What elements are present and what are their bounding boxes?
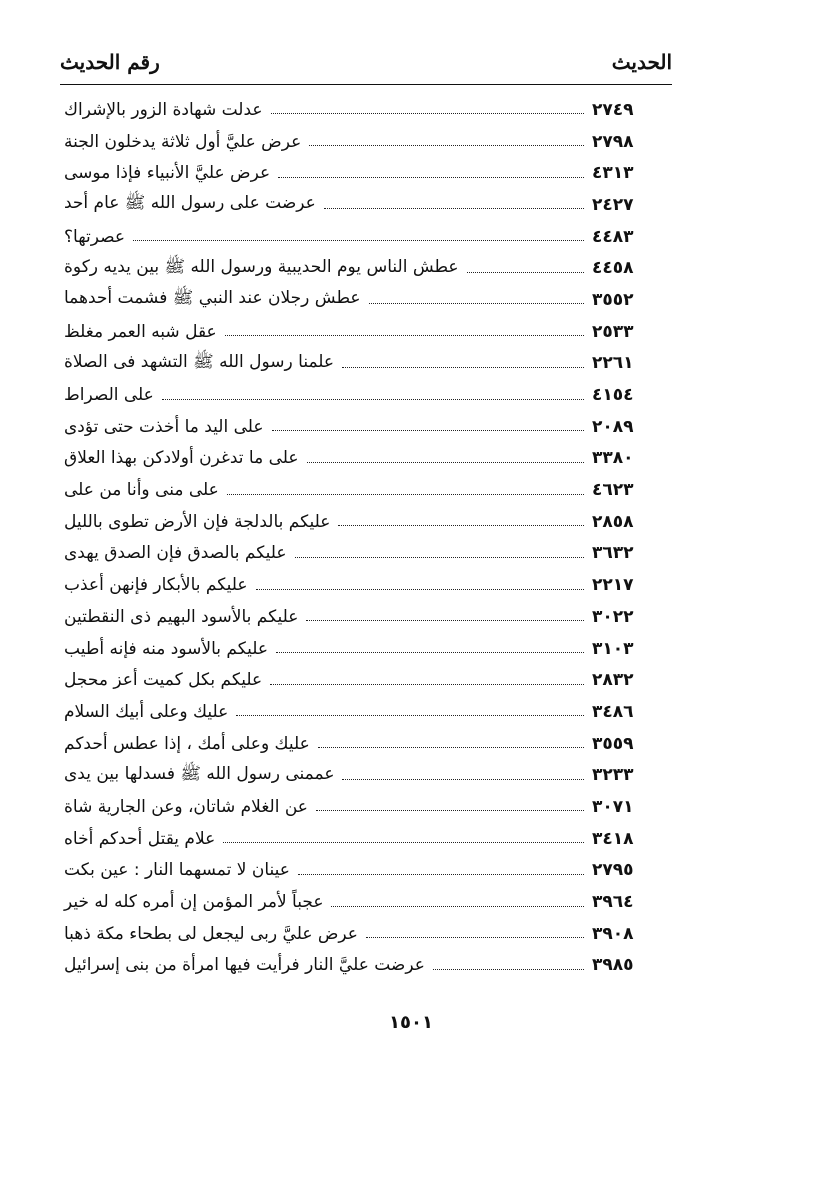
entry-number: ٣٣٨٠ — [592, 448, 634, 469]
entry-text: عليك وعلى أمك ، إذا عطس أحدكم — [64, 733, 310, 754]
index-entry — [60, 126, 672, 158]
index-entry — [60, 728, 672, 760]
entry-number: ٣٤١٨ — [592, 828, 634, 849]
entry-text: عطش الناس يوم الحديبية ورسول الله ﷺ بين يديه ركوة — [64, 256, 459, 277]
entry-number: ٣١٠٣ — [592, 638, 634, 659]
entry-number: ٢٧٤٩ — [592, 99, 634, 120]
dot-leader — [307, 462, 584, 463]
index-entry — [60, 284, 672, 316]
dot-leader — [316, 810, 584, 811]
entry-number: ٤٣١٣ — [592, 163, 634, 184]
index-entry — [60, 823, 672, 855]
dot-leader — [324, 208, 584, 209]
dot-leader — [318, 747, 584, 748]
index-entry — [60, 506, 672, 538]
index-entry — [60, 316, 672, 348]
entry-text: عليكم بالأبكار فإنهن أعذب — [64, 575, 248, 596]
dot-leader — [270, 684, 584, 685]
index-entry — [60, 379, 672, 411]
dot-leader — [278, 177, 584, 178]
entry-number: ٣٩٠٨ — [592, 923, 634, 944]
entry-text: علمنا رسول الله ﷺ التشهد فى الصلاة — [64, 351, 335, 372]
dot-leader — [467, 272, 584, 273]
entry-number: ٣٦٣٢ — [592, 543, 634, 564]
index-entry — [60, 855, 672, 887]
index-entry — [60, 157, 672, 189]
entry-text: عينان لا تمسهما النار : عين بكت — [64, 860, 290, 881]
dot-leader — [223, 842, 584, 843]
entry-text: على منى وأنا من على — [64, 480, 219, 501]
entry-number: ٢٠٨٩ — [592, 416, 634, 437]
dot-leader — [369, 303, 584, 304]
index-entry — [60, 348, 672, 380]
entry-text: علام يقتل أحدكم أخاه — [64, 828, 216, 849]
entry-text: عرضت عليَّ النار فرأيت فيها امرأة من بنى إسرائيل — [64, 955, 425, 976]
dot-leader — [256, 589, 584, 590]
dot-leader — [271, 113, 584, 114]
entry-text: على اليد ما أخذت حتى تؤدى — [64, 416, 264, 437]
header-hadith-label: الحديث — [611, 50, 672, 74]
entry-number: ٢٨٣٢ — [592, 670, 634, 691]
index-entry — [60, 443, 672, 475]
entry-number: ٤٤٥٨ — [592, 258, 634, 279]
index-entry — [60, 538, 672, 570]
entry-text: عليكم بالصدق فإن الصدق يهدى — [64, 543, 287, 564]
dot-leader — [309, 145, 584, 146]
index-entry — [60, 950, 672, 982]
hadith-index-list — [60, 94, 672, 981]
entry-number: ٣٤٨٦ — [592, 701, 634, 722]
entry-number: ٣٠٢٢ — [592, 606, 634, 627]
entry-text: عرض عليَّ ربى ليجعل لى بطحاء مكة ذهبا — [64, 923, 358, 944]
entry-number: ٣٥٥٢ — [592, 289, 634, 310]
header-number-label: رقم الحديث — [60, 50, 160, 74]
entry-text: على ما تدغرن أولادكن بهذا العلاق — [64, 448, 299, 469]
dot-leader — [225, 335, 584, 336]
entry-text: عليك وعلى أبيك السلام — [64, 701, 229, 722]
page-number: ١٥٠١ — [389, 1012, 433, 1033]
index-entry — [60, 791, 672, 823]
entry-number: ٢٢١٧ — [592, 575, 634, 596]
index-entry — [60, 601, 672, 633]
entry-number: ٤٤٨٣ — [592, 226, 634, 247]
index-entry — [60, 569, 672, 601]
index-entry — [60, 696, 672, 728]
entry-text: عقل شبه العمر مغلظ — [64, 321, 217, 342]
entry-text: عن الغلام شاتان، وعن الجارية شاة — [64, 796, 308, 817]
entry-text: عرضت على رسول الله ﷺ عام أحد — [64, 193, 316, 214]
entry-number: ٢٢٦١ — [592, 353, 634, 374]
entry-text: عممنى رسول الله ﷺ فسدلها بين يدى — [64, 763, 335, 784]
dot-leader — [366, 937, 584, 938]
entry-number: ٤١٥٤ — [592, 385, 634, 406]
entry-text: عليكم بالدلجة فإن الأرض تطوى بالليل — [64, 511, 331, 532]
dot-leader — [342, 779, 584, 780]
index-entry — [60, 252, 672, 284]
dot-leader — [276, 652, 584, 653]
entry-number: ٢٧٩٨ — [592, 131, 634, 152]
entry-number: ٣٠٧١ — [592, 796, 634, 817]
index-entry — [60, 886, 672, 918]
entry-text: عجباً لأمر المؤمن إن أمره كله له خير — [64, 892, 324, 913]
index-entry — [60, 411, 672, 443]
entry-text: عدلت شهادة الزور بالإشراك — [64, 99, 263, 120]
dot-leader — [295, 557, 584, 558]
entry-number: ٢٤٢٧ — [592, 194, 634, 215]
dot-leader — [331, 906, 584, 907]
index-entry — [60, 918, 672, 950]
entry-text: على الصراط — [64, 385, 154, 406]
entry-number: ٢٨٥٨ — [592, 511, 634, 532]
entry-number: ٢٥٣٣ — [592, 321, 634, 342]
index-entry — [60, 221, 672, 253]
dot-leader — [342, 367, 584, 368]
index-entry — [60, 94, 672, 126]
index-entry — [60, 664, 672, 696]
index-entry — [60, 189, 672, 221]
index-entry — [60, 474, 672, 506]
entry-text: عطش رجلان عند النبي ﷺ فشمت أحدهما — [64, 288, 361, 309]
dot-leader — [338, 525, 584, 526]
dot-leader — [433, 969, 584, 970]
dot-leader — [236, 715, 584, 716]
entry-number: ٣٢٣٣ — [592, 765, 634, 786]
entry-text: عليكم بكل كميت أعز محجل — [64, 670, 263, 691]
entry-text: عليكم بالأسود البهيم ذى النقطتين — [64, 606, 299, 627]
page-header — [60, 50, 672, 82]
entry-number: ٢٧٩٥ — [592, 860, 634, 881]
dot-leader — [162, 399, 584, 400]
dot-leader — [298, 874, 584, 875]
index-entry — [60, 633, 672, 665]
entry-number: ٣٥٥٩ — [592, 733, 634, 754]
entry-number: ٣٩٦٤ — [592, 892, 634, 913]
entry-number: ٣٩٨٥ — [592, 955, 634, 976]
dot-leader — [272, 430, 584, 431]
entry-text: عليكم بالأسود منه فإنه أطيب — [64, 638, 268, 659]
dot-leader — [133, 240, 584, 241]
dot-leader — [227, 494, 584, 495]
entry-number: ٤٦٢٣ — [592, 480, 634, 501]
header-divider — [60, 84, 672, 85]
dot-leader — [306, 620, 584, 621]
entry-text: عرض عليَّ الأنبياء فإذا موسى — [64, 163, 271, 184]
entry-text: عرض عليَّ أول ثلاثة يدخلون الجنة — [64, 131, 302, 152]
entry-text: عصرتها؟ — [64, 226, 126, 247]
index-entry — [60, 759, 672, 791]
